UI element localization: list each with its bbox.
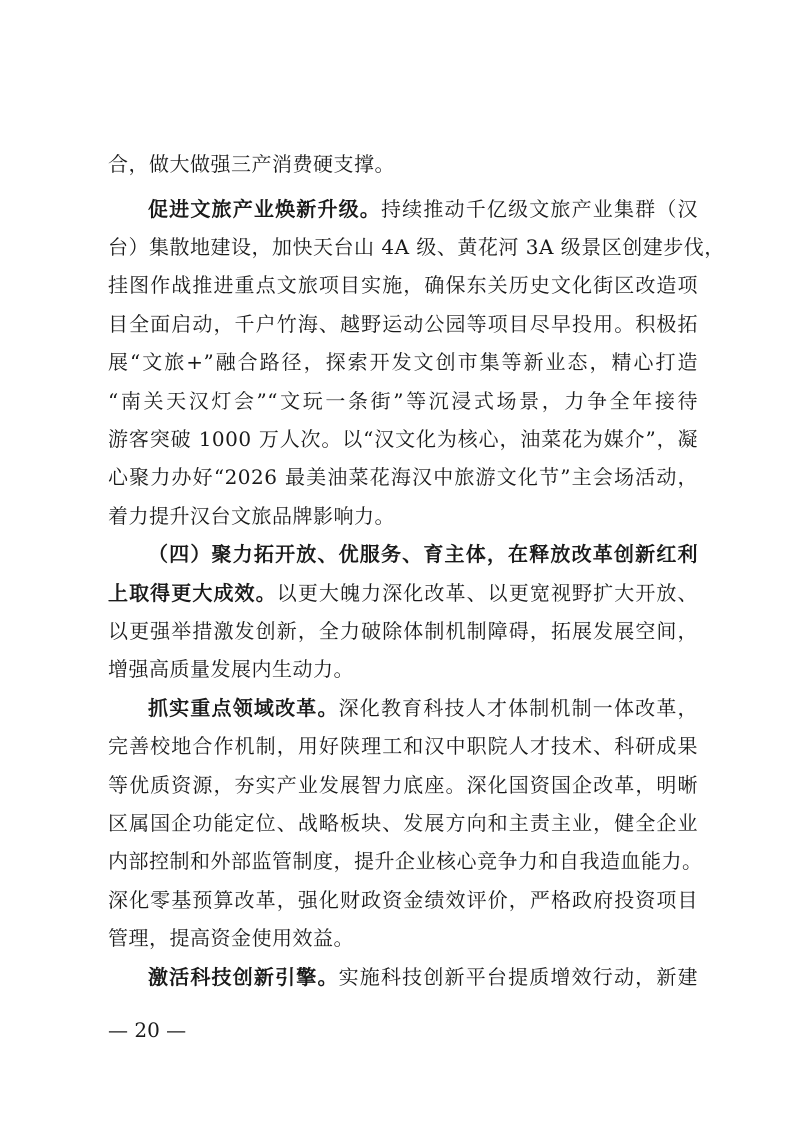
text-line	[108, 152, 698, 176]
text-line	[148, 197, 698, 221]
text-line	[148, 542, 698, 566]
section-heading: （四）聚力拓开放、优服务、育主体，在释放改革创新红利	[148, 542, 698, 566]
line-text: 内部控制和外部监管制度，提升企业核心竞争力和自我造血能力。	[108, 849, 703, 873]
text-line	[108, 465, 698, 489]
text-line	[148, 965, 698, 989]
line-text: 以更大魄力深化改革、以更宽视野扩大开放、	[276, 581, 699, 605]
page-number: — 20 —	[108, 1018, 187, 1042]
text-line	[108, 273, 698, 297]
text-line	[108, 350, 698, 374]
paragraph-heading: 激活科技创新引擎。	[148, 965, 339, 989]
line-text: 展“文旅+”融合路径，探索开发文创市集等新业态，精心打造	[108, 350, 698, 374]
line-text: 台）集散地建设，加快天台山 4A 级、黄花河 3A 级景区创建步伐，	[108, 235, 725, 259]
line-text: 完善校地合作机制，用好陕理工和汉中职院人才技术、科研成果	[108, 734, 698, 758]
text-line	[148, 696, 698, 720]
line-text: 游客突破 1000 万人次。以“汉文化为核心，油菜花为媒介”，凝	[108, 427, 698, 451]
text-line	[108, 619, 698, 643]
line-text: 持续推动千亿级文旅产业集群（汉	[380, 197, 699, 221]
line-text: 目全面启动，千户竹海、越野运动公园等项目尽早投用。积极拓	[108, 312, 698, 336]
line-text: 增强高质量发展内生动力。	[108, 657, 354, 681]
text-line	[108, 926, 698, 950]
text-line	[108, 312, 698, 336]
line-text: 合，做大做强三产消费硬支撑。	[108, 152, 395, 176]
line-text: 着力提升汉台文旅品牌影响力。	[108, 504, 395, 528]
text-line	[108, 389, 698, 413]
line-text: 区属国企功能定位、战略板块、发展方向和主责主业，健全企业	[108, 811, 698, 835]
line-text: 深化零基预算改革，强化财政资金绩效评价，严格政府投资项目	[108, 888, 698, 912]
line-text: 管理，提高资金使用效益。	[108, 926, 354, 950]
text-line	[108, 235, 725, 259]
line-text: 实施科技创新平台提质增效行动，新建	[338, 965, 699, 989]
paragraph-heading: 抓实重点领域改革。	[148, 696, 339, 720]
line-text: 深化教育科技人才体制机制一体改革，	[338, 696, 699, 720]
text-line	[108, 427, 698, 451]
paragraph-heading: 促进文旅产业焕新升级。	[148, 197, 381, 221]
line-text: 以更强举措激发创新，全力破除体制机制障碍，拓展发展空间，	[108, 619, 698, 643]
text-line	[108, 504, 698, 528]
text-line	[108, 888, 698, 912]
text-line	[108, 581, 698, 605]
text-line	[108, 657, 698, 681]
text-line	[108, 811, 698, 835]
text-line	[108, 734, 698, 758]
text-line	[108, 773, 698, 797]
line-text: 心聚力办好“2026 最美油菜花海汉中旅游文化节”主会场活动，	[108, 465, 698, 489]
text-line	[108, 849, 703, 873]
line-text: 挂图作战推进重点文旅项目实施，确保东关历史文化街区改造项	[108, 273, 698, 297]
section-heading: 上取得更大成效。	[108, 581, 277, 605]
line-text: 等优质资源，夯实产业发展智力底座。深化国资国企改革，明晰	[108, 773, 698, 797]
line-text: “南关天汉灯会”“文玩一条街”等沉浸式场景，力争全年接待	[108, 389, 698, 413]
